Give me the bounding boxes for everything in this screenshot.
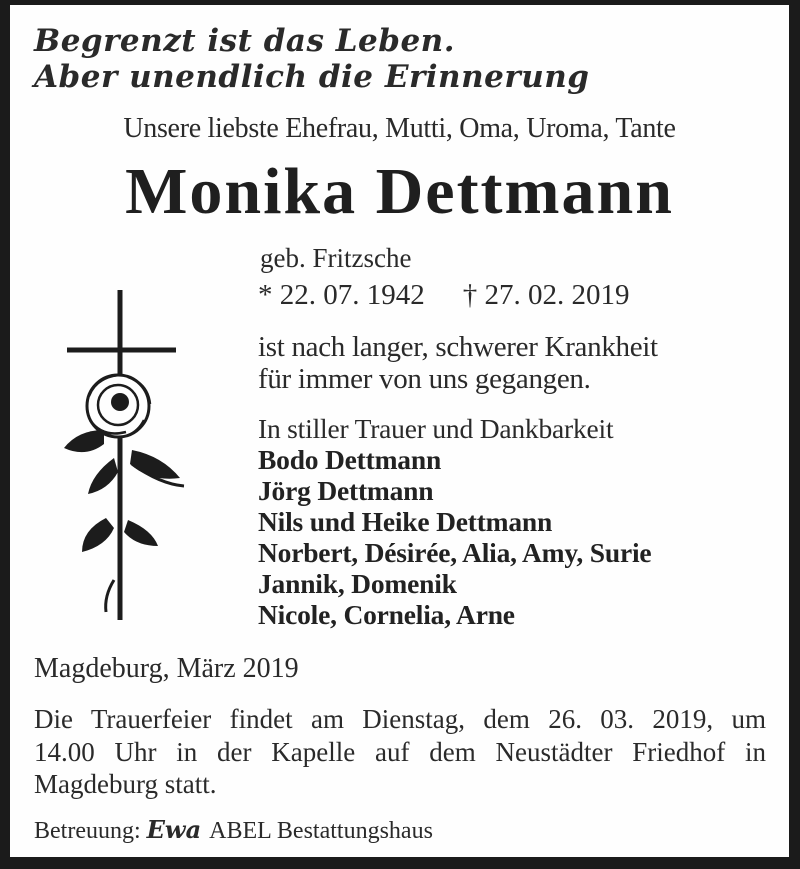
passing-line-1: ist nach langer, schwerer Krankheit [258, 331, 658, 363]
passing-text [258, 331, 658, 395]
place-date: Magdeburg, März 2019 [34, 653, 299, 684]
care-first-name: Ewa [146, 815, 202, 844]
mourner-name-1: Bodo Dettmann [258, 444, 442, 475]
birth-date: * 22. 07. 1942 [258, 279, 425, 311]
care-company: ABEL Bestattungshaus [209, 818, 433, 844]
death-date: † 27. 02. 2019 [462, 279, 630, 311]
care-line [34, 815, 433, 845]
cross-rose-icon [40, 280, 200, 625]
epigraph-line-1: Begrenzt ist das Leben. [34, 23, 456, 59]
care-label: Betreuung: [34, 818, 141, 844]
epigraph [34, 23, 589, 95]
mourner-name-2: Jörg Dettmann [258, 475, 434, 506]
funeral-line-1: Die Trauerfeier findet am Dienstag, dem 26. 03. 2019, um [34, 704, 766, 734]
mourner-name-3: Nils und Heike Dettmann [258, 506, 553, 537]
funeral-line-3: Magdeburg statt. [34, 769, 217, 799]
relation-line: Unsere liebste Ehefrau, Mutti, Oma, Uroma, Tante [123, 113, 676, 144]
mourning-intro: In stiller Trauer und Dankbarkeit [258, 413, 614, 444]
mourner-name-5: Jannik, Domenik [258, 568, 457, 599]
notice-paper [10, 5, 789, 857]
deceased-name: Monika Dettmann [125, 155, 674, 228]
passing-line-2: für immer von uns gegangen. [258, 363, 591, 395]
mourning-block [258, 413, 651, 630]
epigraph-line-2: Aber unendlich die Erinnerung [34, 59, 590, 95]
life-dates [258, 279, 630, 312]
funeral-line-2: 14.00 Uhr in der Kapelle auf dem Neustädter Friedhof in [34, 736, 766, 767]
mourner-name-4: Norbert, Désirée, Alia, Amy, Surie [258, 537, 652, 568]
maiden-name: geb. Fritzsche [260, 243, 412, 273]
mourner-name-6: Nicole, Cornelia, Arne [258, 599, 515, 630]
funeral-info [34, 703, 766, 801]
